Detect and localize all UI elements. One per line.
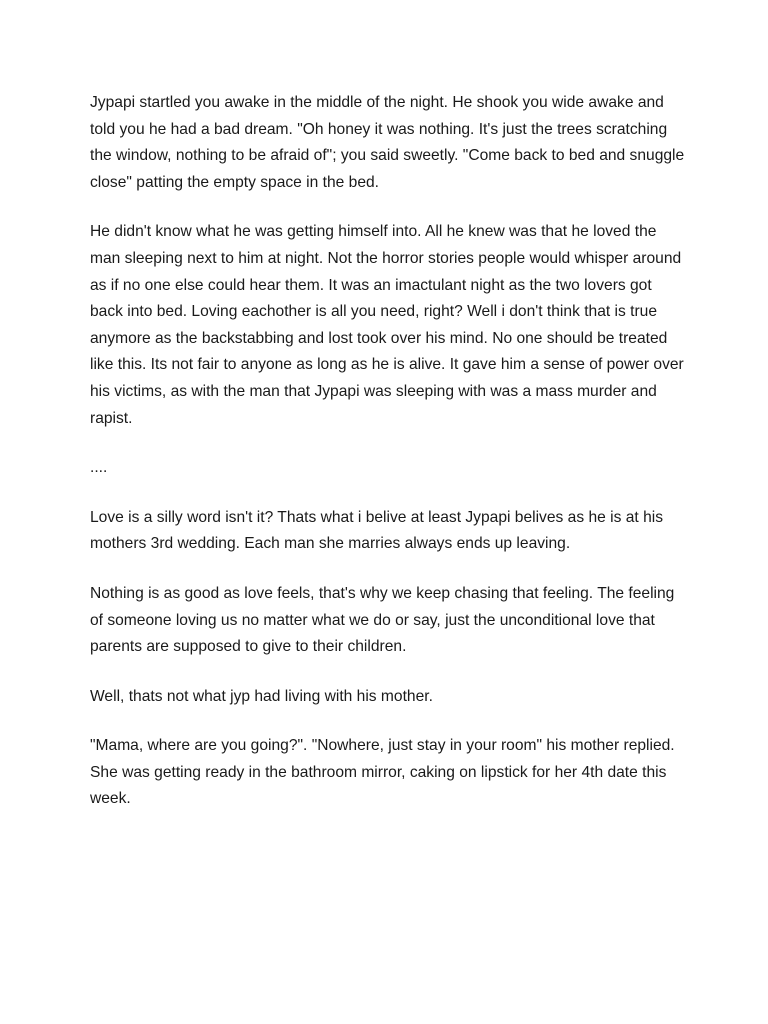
paragraph-2: He didn't know what he was getting himself into. All he knew was that he loved the man sleeping next to him at night. Not the horror stories people would whisper around as if no one else could hear them. It was an imactulant night as the two lovers got back into bed. Loving eachother is all you need, right? Well i don't think that is true anymore as the backstabbing and lost took over his mind. No one should be treated like this. Its not fair to anyone as long as he is alive. It gave him a sense of power over his victims, as with the man that Jypapi was sleeping with was a mass murder and rapist. xyxy=(90,223,684,427)
paragraph-5: Well, thats not what jyp had living with his mother. xyxy=(90,687,433,705)
paragraph-1: Jypapi startled you awake in the middle of the night. He shook you wide awake and told you he had a bad dream. "Oh honey it was nothing. It's just the trees scratching the window, nothing to be afraid of"; you said sweetly. "Come back to bed and snuggle close" patting the empty space in the bed. xyxy=(90,94,685,191)
paragraph-3: Love is a silly word isn't it? Thats what i belive at least Jypapi belives as he is at his mothers 3rd wedding. Each man she marries always ends up leaving. xyxy=(90,508,664,553)
section-break: .... xyxy=(90,459,108,477)
paragraph-4: Nothing is as good as love feels, that's why we keep chasing that feeling. The feeling of someone loving us no matter what we do or say, just the unconditional love that parents are supposed to give to their children. xyxy=(90,584,675,656)
paragraph-6: "Mama, where are you going?". "Nowhere, just stay in your room" his mother replied. She was getting ready in the bathroom mirror, caking on lipstick for her 4th date this week. xyxy=(90,737,675,808)
